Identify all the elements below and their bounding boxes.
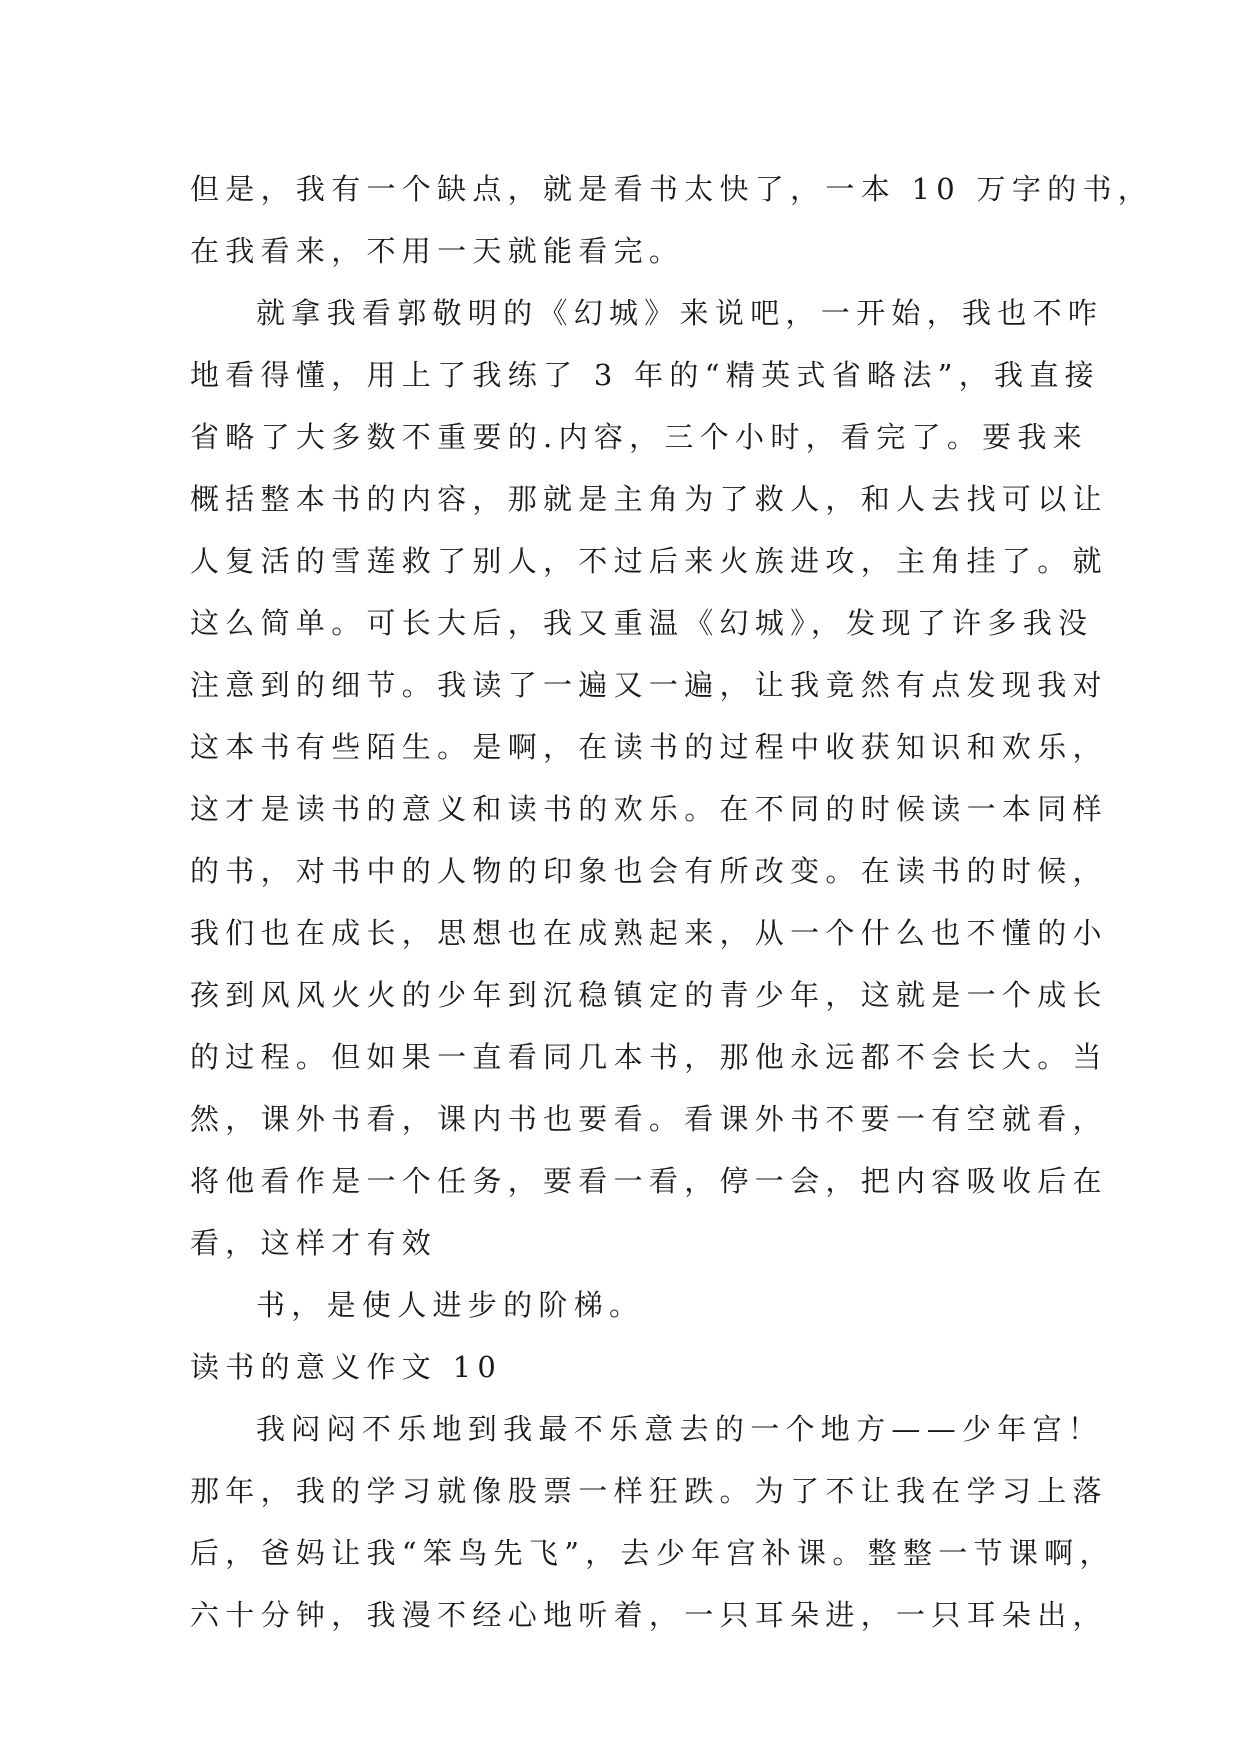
text-line: 的过程。但如果一直看同几本书，那他永远都不会长大。当 <box>190 1040 1108 1074</box>
text-line: 但是，我有一个缺点，就是看书太快了，一本 10 万字的书， <box>190 172 1154 206</box>
paragraph-start-line: 我闷闷不乐地到我最不乐意去的一个地方——少年宫！ <box>256 1412 1104 1446</box>
text-line: 在我看来，不用一天就能看完。 <box>190 234 685 268</box>
text-line: 那年，我的学习就像股票一样狂跌。为了不让我在学习上落 <box>190 1474 1108 1508</box>
text-line: 六十分钟，我漫不经心地听着，一只耳朵进，一只耳朵出， <box>190 1598 1108 1632</box>
text-line: 注意到的细节。我读了一遍又一遍，让我竟然有点发现我对 <box>190 668 1108 702</box>
paragraph-start-line: 就拿我看郭敬明的《幻城》来说吧，一开始，我也不咋 <box>256 296 1104 330</box>
essay-body <box>190 158 1154 1646</box>
text-line: 人复活的雪莲救了别人，不过后来火族进攻，主角挂了。就 <box>190 544 1108 578</box>
text-line: 然，课外书看，课内书也要看。看课外书不要一有空就看， <box>190 1102 1108 1136</box>
text-line: 看，这样才有效 <box>190 1226 438 1260</box>
text-line: 地看得懂，用上了我练了 3 年的“精英式省略法”，我直接 <box>190 358 1100 392</box>
text-line: 省略了大多数不重要的.内容，三个小时，看完了。要我来 <box>190 420 1089 454</box>
text-line: 孩到风风火火的少年到沉稳镇定的青少年，这就是一个成长 <box>190 978 1108 1012</box>
text-line: 这才是读书的意义和读书的欢乐。在不同的时候读一本同样 <box>190 792 1108 826</box>
section-heading: 读书的意义作文 10 <box>190 1350 503 1384</box>
text-line: 概括整本书的内容，那就是主角为了救人，和人去找可以让 <box>190 482 1108 516</box>
text-line: 我们也在成长，思想也在成熟起来，从一个什么也不懂的小 <box>190 916 1108 950</box>
text-line: 的书，对书中的人物的印象也会有所改变。在读书的时候， <box>190 854 1108 888</box>
text-line: 这么简单。可长大后，我又重温《幻城》，发现了许多我没 <box>190 606 1094 640</box>
paragraph-start-line: 书，是使人进步的阶梯。 <box>256 1288 645 1322</box>
text-line: 后，爸妈让我“笨鸟先飞”，去少年宫补课。整整一节课啊， <box>190 1536 1115 1570</box>
text-line: 这本书有些陌生。是啊，在读书的过程中收获知识和欢乐， <box>190 730 1108 764</box>
text-line: 将他看作是一个任务，要看一看，停一会，把内容吸收后在 <box>190 1164 1108 1198</box>
